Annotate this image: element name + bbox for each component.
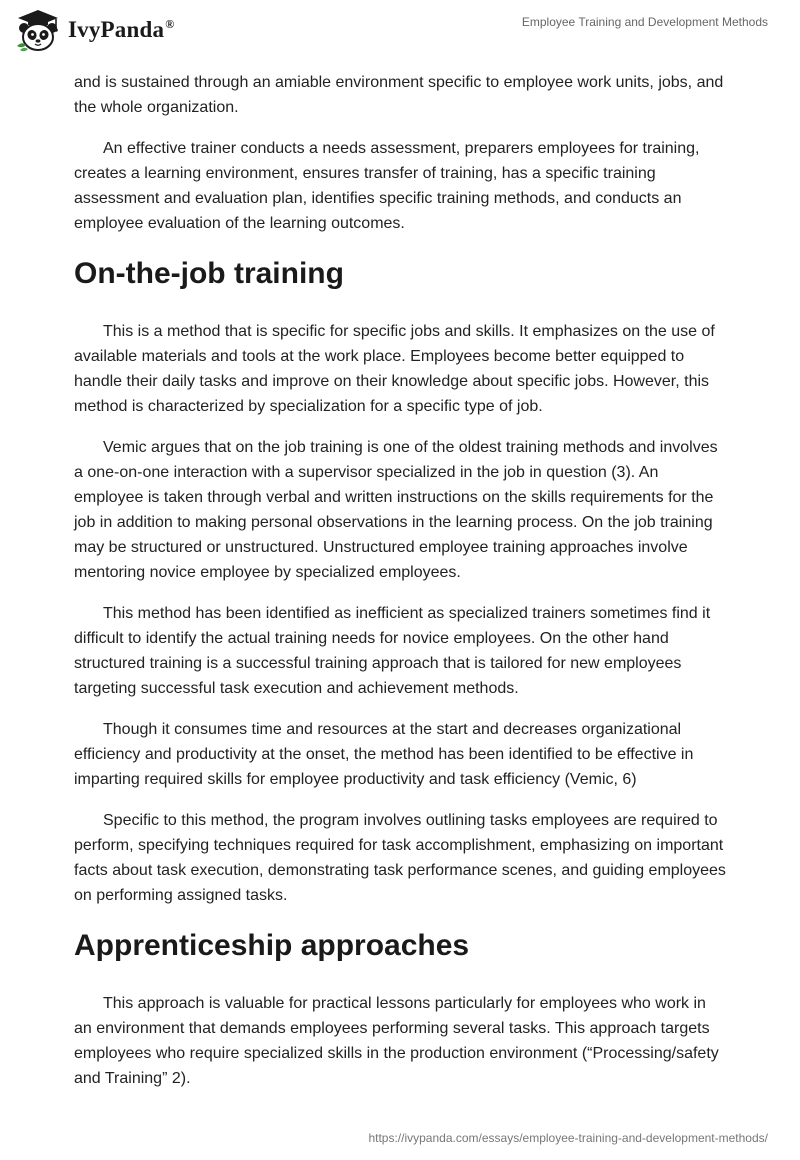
body-paragraph: Though it consumes time and resources at the start and decreases organizational efficiency and productivity at the onset, the method has been identified to be effective in imparting required skills for employee productivity and task efficiency (Vemic, 6) — [74, 721, 694, 788]
intro-paragraph-2: An effective trainer conducts a needs assessment, preparers employees for training, creates a learning environment, ensures transfer of training, has a specific training assessment and evaluation plan, identifies specific training methods, and conducts an employee evaluation of the learning outcomes. — [74, 140, 700, 232]
body-paragraph: This method has been identified as inefficient as specialized trainers sometimes find it difficult to identify the actual training needs for novice employees. On the other hand structured training is a successful training approach that is tailored for new employees targeting successful task execution and achievement methods. — [74, 605, 711, 697]
body-paragraph: Vemic argues that on the job training is one of the oldest training methods and involves a one-on-one interaction with a supervisor specialized in the job in question (3). An employee is taken through verbal and written instructions on the skills requirements for the job in addition to making personal observations in the learning process. On the job training may be structured or unstructured. Unstructured employee training approaches involve mentoring novice employee by specialized employees. — [74, 439, 718, 581]
source-url[interactable]: https://ivypanda.com/essays/employee-training-and-development-methods/ — [368, 1131, 768, 1145]
section-heading-apprenticeship-approaches: Apprenticeship approaches — [74, 929, 470, 962]
body-paragraph: Specific to this method, the program involves outlining tasks employees are required to perform, specifying techniques required for task accomplishment, emphasizing on important facts about task execution, demonstrating task performance scenes, and guiding employees on performing assigned tasks. — [74, 812, 726, 904]
body-paragraph: This is a method that is specific for specific jobs and skills. It emphasizes on the use of available materials and tools at the work place. Employees become better equipped to handle their daily tasks and improve on their knowledge about specific jobs. However, this method is characterized by specialization for a specific type of job. — [74, 323, 715, 415]
running-title: Employee Training and Development Methods — [521, 15, 768, 29]
ivypanda-logo[interactable] — [14, 8, 174, 52]
panda-graduate-icon — [14, 8, 62, 52]
brand-name — [68, 17, 174, 43]
body-paragraph: This approach is valuable for practical lessons particularly for employees who work in an environment that demands employees performing several tasks. This approach targets employees who require specialized skills in the production environment (“Processing/safety and Training” 2). — [74, 995, 719, 1087]
section-heading-on-the-job-training: On-the-job training — [74, 257, 344, 290]
intro-paragraph-1: and is sustained through an amiable environment specific to employee work units, jobs, and the whole organization. — [74, 74, 724, 116]
page-header — [0, 0, 800, 70]
brand-text: IvyPanda — [68, 17, 165, 42]
essay-content — [74, 70, 726, 1107]
registered-mark: ® — [165, 17, 175, 32]
